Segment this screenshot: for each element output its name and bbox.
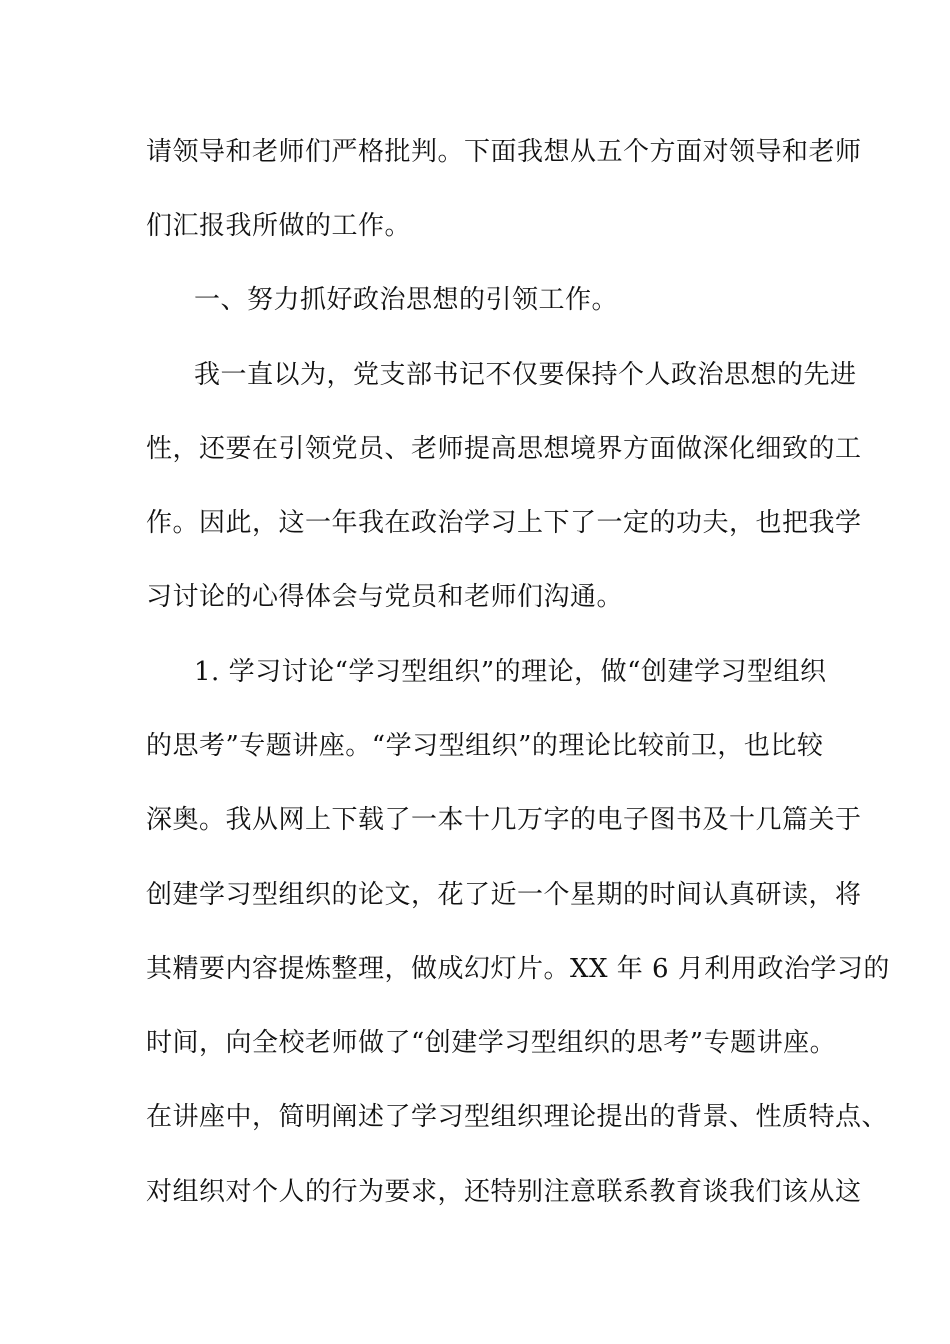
text-line-2: 们汇报我所做的工作。 xyxy=(146,211,412,241)
section-heading-1: 一、努力抓好政治思想的引领工作。 xyxy=(194,285,619,315)
text-line-10: 深奥。我从网上下载了一本十几万字的电子图书及十几篇关于 xyxy=(146,805,862,835)
text-line-1: 请领导和老师们严格批判。下面我想从五个方面对领导和老师 xyxy=(146,137,862,167)
text-line-5: 性，还要在引领党员、老师提高思想境界方面做深化细致的工 xyxy=(146,434,862,464)
text-line-7: 习讨论的心得体会与党员和老师们沟通。 xyxy=(146,582,624,612)
text-line-15: 对组织对个人的行为要求，还特别注意联系教育谈我们该从这 xyxy=(146,1177,862,1207)
text-line-6: 作。因此，这一年我在政治学习上下了一定的功夫，也把我学 xyxy=(146,508,862,538)
text-line-11: 创建学习型组织的论文，花了近一个星期的时间认真研读，将 xyxy=(146,880,862,910)
list-item-1: 1. 学习讨论“学习型组织”的理论，做“创建学习型组织 xyxy=(194,657,827,687)
text-line-13: 时间，向全校老师做了“创建学习型组织的思考”专题讲座。 xyxy=(146,1028,837,1058)
text-line-14: 在讲座中，简明阐述了学习型组织理论提出的背景、性质特点、 xyxy=(146,1102,889,1132)
text-line-9: 的思考”专题讲座。“学习型组织”的理论比较前卫，也比较 xyxy=(146,731,824,761)
text-line-4: 我一直以为，党支部书记不仅要保持个人政治思想的先进 xyxy=(194,360,857,390)
text-line-12: 其精要内容提炼整理，做成幻灯片。XX 年 6 月利用政治学习的 xyxy=(146,954,890,984)
